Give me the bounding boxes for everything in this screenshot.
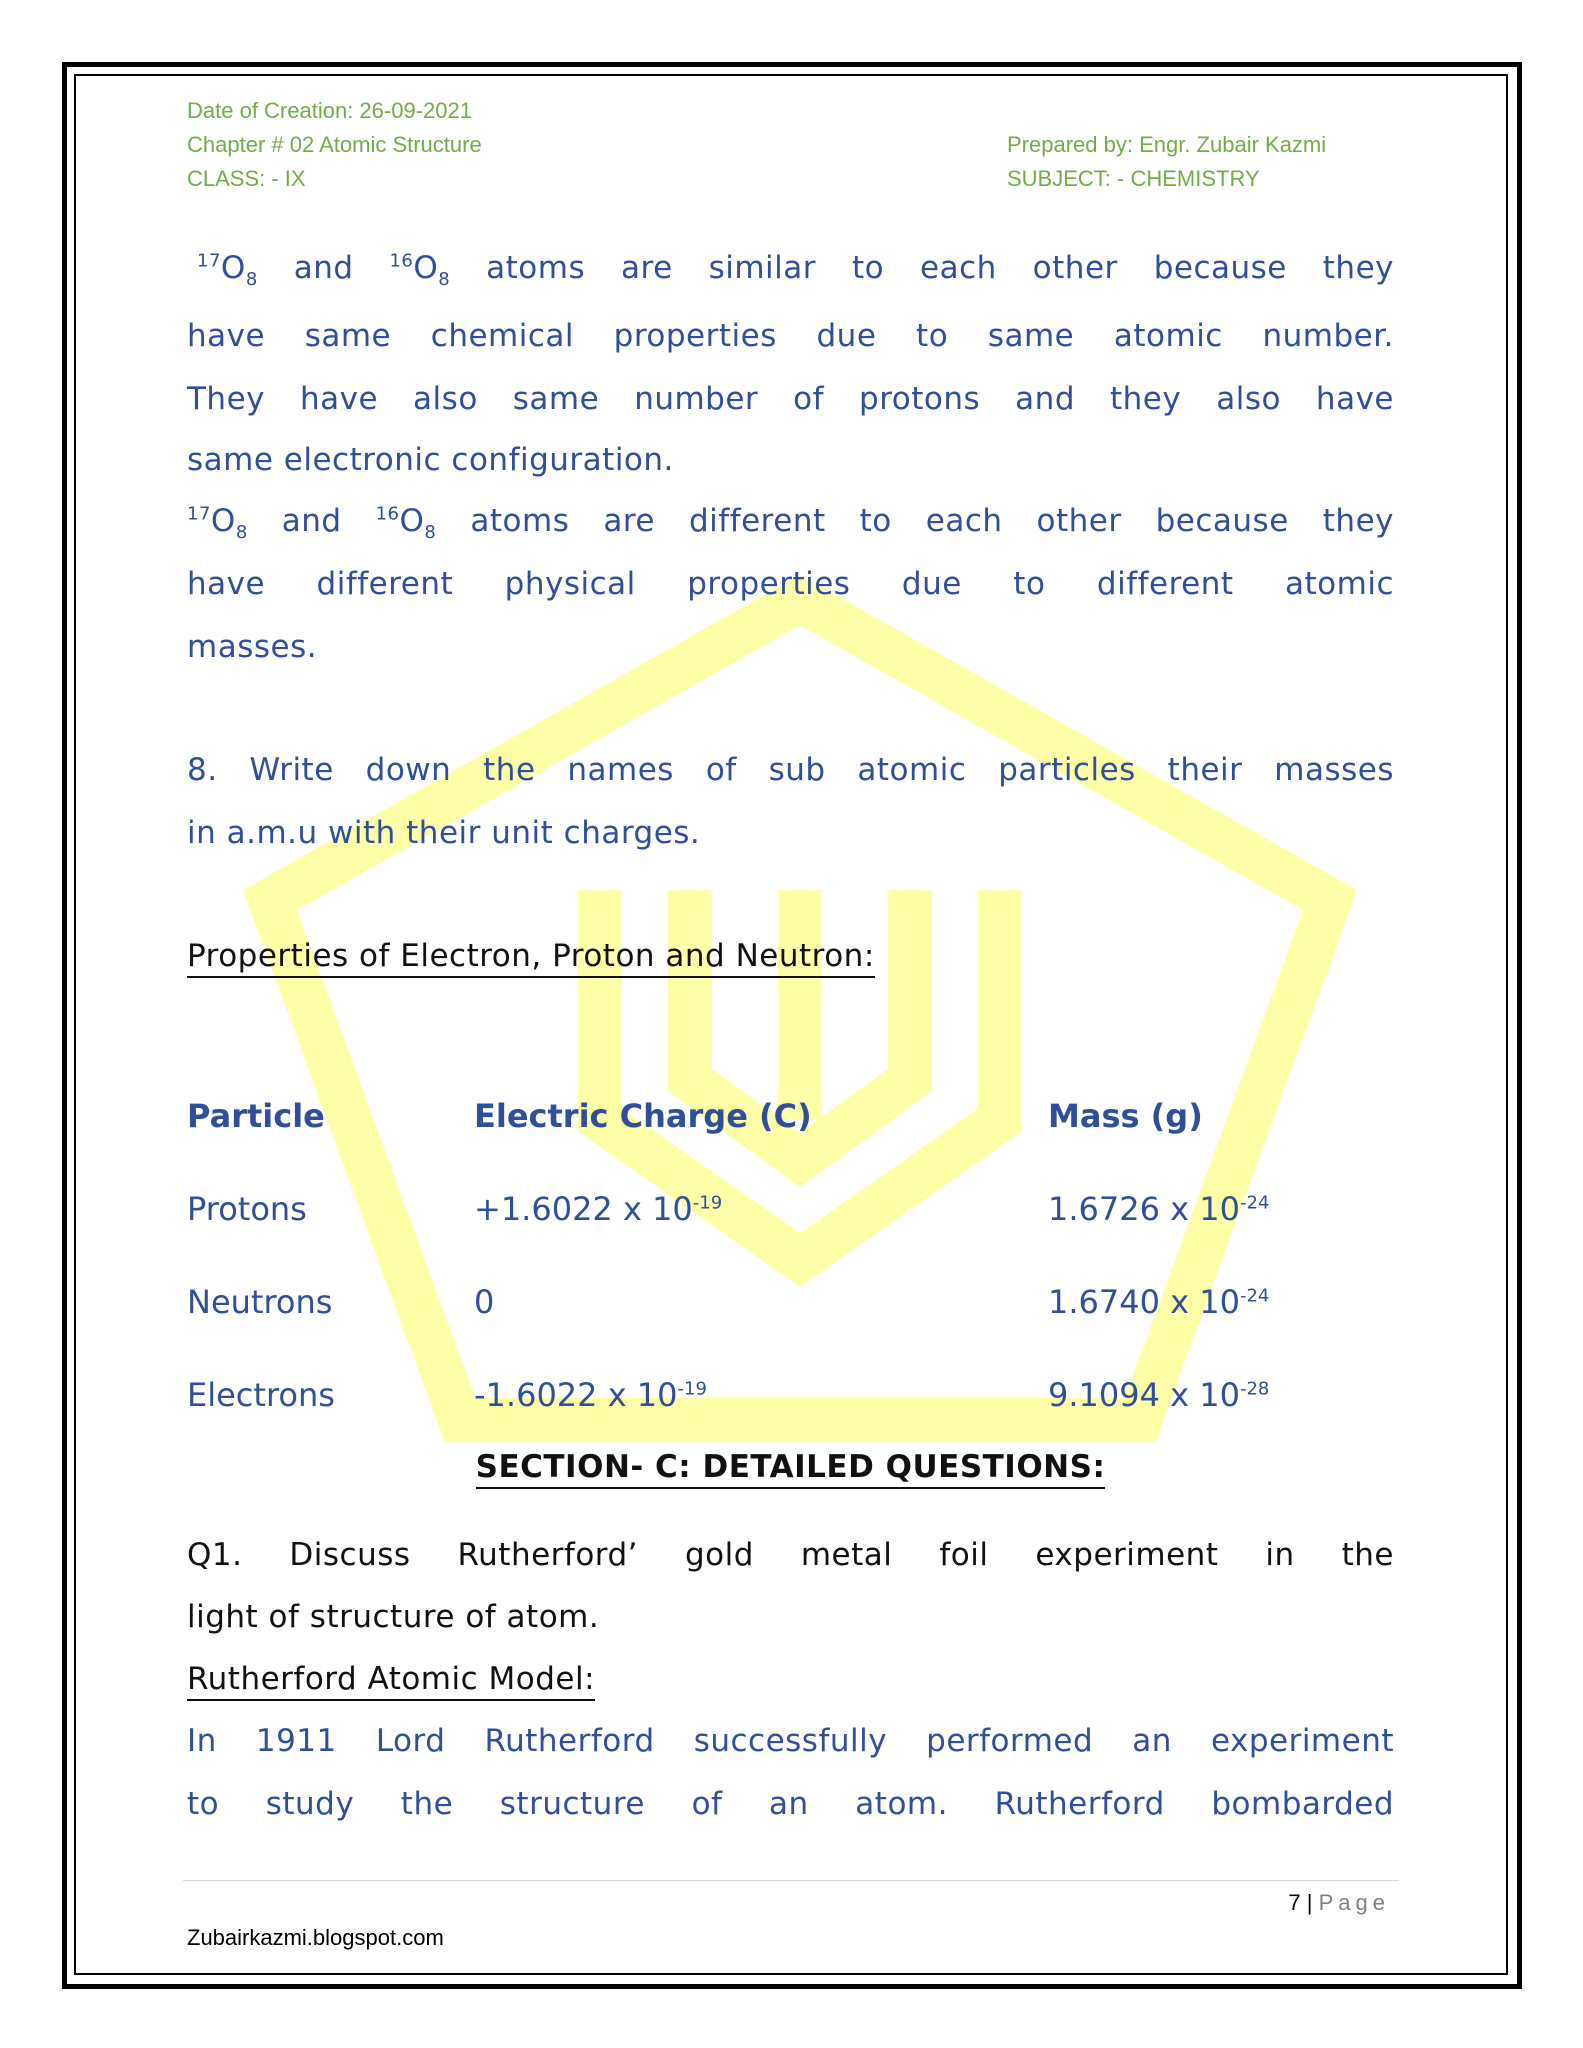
separator: | bbox=[1300, 1890, 1319, 1915]
section-c-text: SECTION- C: DETAILED QUESTIONS: bbox=[476, 1449, 1106, 1489]
exponent: -19 bbox=[692, 1192, 723, 1214]
chapter-title: Chapter # 02 Atomic Structure bbox=[187, 132, 482, 157]
page-number-value: 7 bbox=[1288, 1890, 1301, 1915]
exponent: -24 bbox=[1239, 1285, 1270, 1307]
date-of-creation: Date of Creation: 26-09-2021 bbox=[187, 98, 472, 123]
isotope-number: 8 bbox=[245, 269, 258, 291]
footer-site: Zubairkazmi.blogspot.com bbox=[187, 1925, 444, 1950]
table-cell-charge bbox=[474, 1190, 722, 1228]
q1-line2: light of structure of atom. bbox=[187, 1599, 600, 1635]
table-header-mass: Mass (g) bbox=[1048, 1097, 1203, 1135]
rutherford-line2: to study the structure of an atom. Rutherford bombarded bbox=[187, 1786, 1394, 1822]
para1-line2: have same chemical properties due to same atomic number. bbox=[187, 318, 1394, 354]
prepared-by: Prepared by: Engr. Zubair Kazmi bbox=[1007, 132, 1327, 157]
page-label: Page bbox=[1318, 1890, 1390, 1915]
rutherford-heading-text: Rutherford Atomic Model: bbox=[187, 1661, 595, 1701]
q8-line2: in a.m.u with their unit charges. bbox=[187, 815, 701, 851]
table-cell-charge bbox=[474, 1283, 494, 1321]
isotope-number: 8 bbox=[424, 522, 437, 544]
table-cell-particle: Neutrons bbox=[187, 1283, 333, 1321]
isotope-mass: 17 bbox=[187, 503, 211, 525]
exponent: -28 bbox=[1239, 1378, 1270, 1400]
isotope-symbol: O bbox=[413, 250, 439, 286]
isotope-mass: 17 bbox=[197, 250, 221, 272]
table-cell-mass bbox=[1048, 1376, 1269, 1414]
isotope-symbol: O bbox=[210, 503, 236, 539]
isotope-mass: 16 bbox=[375, 503, 400, 525]
para1-line1 bbox=[197, 250, 1394, 290]
value: -1.6022 x 10 bbox=[474, 1376, 678, 1414]
table-header-charge: Electric Charge (C) bbox=[474, 1097, 812, 1135]
table-cell-mass bbox=[1048, 1190, 1269, 1228]
value: +1.6022 x 10 bbox=[474, 1190, 693, 1228]
exponent: -19 bbox=[677, 1378, 707, 1400]
value: 0 bbox=[474, 1283, 495, 1321]
properties-heading-text: Properties of Electron, Proton and Neutron: bbox=[187, 938, 875, 978]
table-cell-mass bbox=[1048, 1283, 1269, 1321]
isotope-mass: 16 bbox=[389, 250, 414, 272]
exponent: -24 bbox=[1239, 1192, 1270, 1214]
isotope-symbol: O bbox=[220, 250, 246, 286]
para2-line1 bbox=[187, 503, 1394, 543]
text: and bbox=[247, 503, 376, 539]
class-label: CLASS: - IX bbox=[187, 166, 306, 191]
q8-line1: 8. Write down the names of sub atomic particles their masses bbox=[187, 752, 1394, 788]
subject-label: SUBJECT: - CHEMISTRY bbox=[1007, 166, 1260, 191]
isotope-symbol: O bbox=[399, 503, 425, 539]
para1-line4: same electronic configuration. bbox=[187, 442, 674, 478]
value: 1.6740 x 10 bbox=[1048, 1283, 1240, 1321]
isotope-number: 8 bbox=[438, 269, 451, 291]
rutherford-heading bbox=[187, 1661, 1394, 1697]
footer-divider bbox=[183, 1880, 1399, 1881]
value: 9.1094 x 10 bbox=[1048, 1376, 1240, 1414]
q1-line1: Q1. Discuss Rutherford’ gold metal foil experiment in the bbox=[187, 1537, 1394, 1573]
isotope-number: 8 bbox=[235, 522, 248, 544]
text: atoms are different to each other because they bbox=[436, 503, 1394, 539]
text: atoms are similar to each other because they bbox=[450, 250, 1395, 286]
para1-line3: They have also same number of protons and they also have bbox=[187, 381, 1394, 417]
value: 1.6726 x 10 bbox=[1048, 1190, 1240, 1228]
text: and bbox=[257, 250, 390, 286]
table-cell-particle: Protons bbox=[187, 1190, 307, 1228]
para2-line2: have different physical properties due to different atomic bbox=[187, 566, 1394, 602]
page-number bbox=[1288, 1890, 1390, 1916]
table-header-particle: Particle bbox=[187, 1097, 325, 1135]
table-cell-particle: Electrons bbox=[187, 1376, 335, 1414]
properties-heading bbox=[187, 938, 1394, 974]
section-c-heading bbox=[187, 1449, 1394, 1485]
table-cell-charge bbox=[474, 1376, 707, 1414]
para2-line3: masses. bbox=[187, 629, 318, 665]
rutherford-line1: In 1911 Lord Rutherford successfully performed an experiment bbox=[187, 1723, 1394, 1759]
